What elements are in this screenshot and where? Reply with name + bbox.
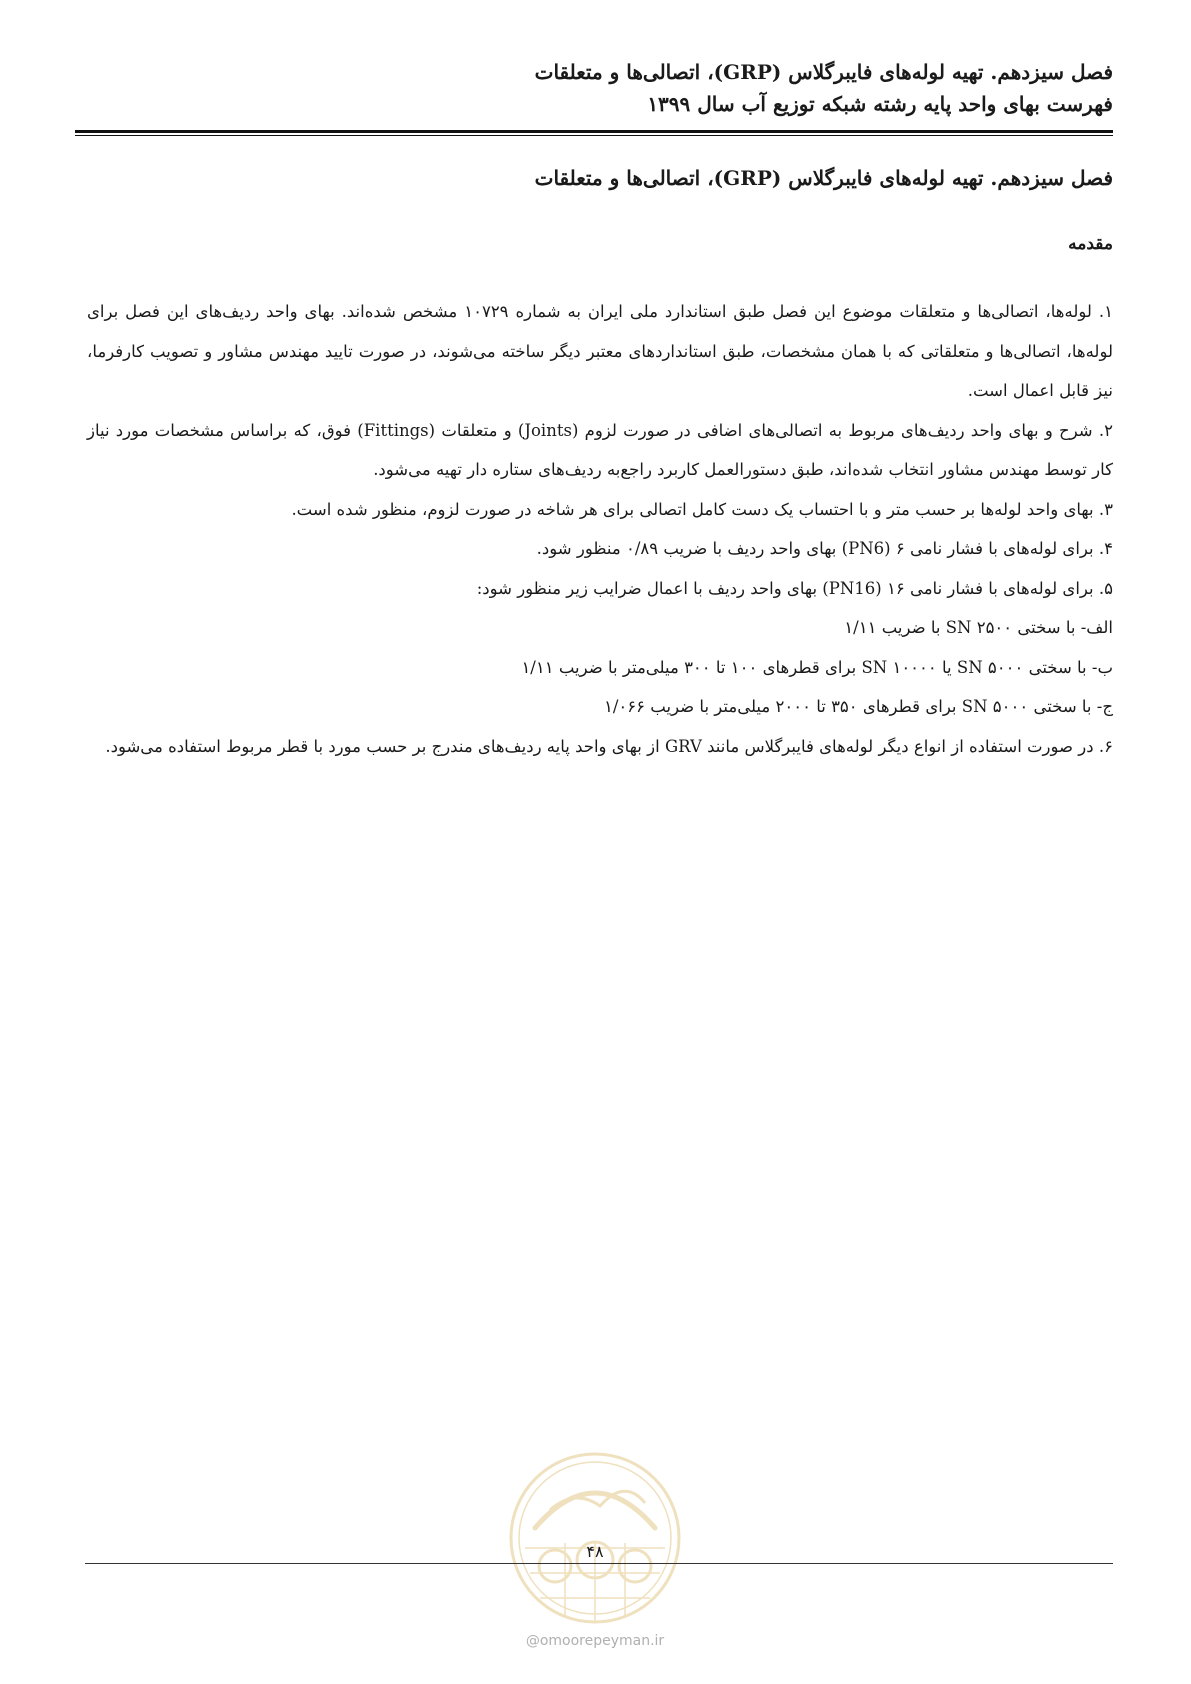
section-title: فصل سیزدهم. تهیه لوله‌های فایبرگلاس (GRP)، اتصالی‌ها و متعلقات: [534, 166, 1113, 190]
page-number: ۴۸: [586, 1542, 604, 1561]
running-header-list-title: فهرست بهای واحد پایه رشته شبکه توزیع آب سال ۱۳۹۹: [647, 92, 1113, 116]
intro-heading: مقدمه: [1068, 234, 1113, 254]
paragraph-5c: ج- با سختی SN ۵۰۰۰ برای قطرهای ۳۵۰ تا ۲۰۰۰ میلی‌متر با ضریب ۱/۰۶۶: [604, 697, 1113, 716]
paragraph-6: ۶. در صورت استفاده از انواع دیگر لوله‌های فایبرگلاس مانند GRV از بهای واحد پایه ردیف‌های مندرج بر حسب مورد با قطر مربوط استفاده می‌شود.: [105, 736, 1113, 756]
paragraph-5: ۵. برای لوله‌های با فشار نامی ۱۶ (PN16) بهای واحد ردیف با اعمال ضرایب زیر منظور شود:: [476, 578, 1113, 598]
paragraph-5a: الف- با سختی SN ۲۵۰۰ با ضریب ۱/۱۱: [844, 618, 1113, 637]
paragraph-4: ۴. برای لوله‌های با فشار نامی ۶ (PN6) بهای واحد ردیف با ضریب ۰/۸۹ منظور شود.: [536, 539, 1113, 558]
footer-rule: [85, 1563, 1113, 1564]
footer-site-watermark: @omoorepeyman.ir: [525, 1633, 665, 1649]
paragraph-1: ۱. لوله‌ها، اتصالی‌ها و متعلقات موضوع این فصل طبق استاندارد ملی ایران به شماره ۱۰۷۲۹ مشخص شده‌اند. بهای واحد ردیف‌های این فصل برای لوله‌ها، اتصالی‌ها و متعلقاتی که با همان مشخصات، طبق استانداردهای معتبر دیگر ساخته می‌شوند، در صورت تایید مهندس مشاور و تصویب کارفرما، نیز قابل اعمال است.: [87, 302, 1113, 400]
header-rule-thick: [75, 130, 1113, 133]
watermark-seal-icon: [505, 1448, 685, 1628]
body-text: [87, 292, 1113, 766]
paragraph-3: ۳. بهای واحد لوله‌ها بر حسب متر و با احتساب یک دست کامل اتصالی برای هر شاخه در صورت لزوم، منظور شده است.: [291, 499, 1113, 519]
paragraph-5b: ب- با سختی SN ۵۰۰۰ یا SN ۱۰۰۰۰ برای قطرهای ۱۰۰ تا ۳۰۰ میلی‌متر با ضریب ۱/۱۱: [521, 657, 1113, 677]
header-rule-thin: [75, 135, 1113, 136]
running-header-chapter: فصل سیزدهم. تهیه لوله‌های فایبرگلاس (GRP)، اتصالی‌ها و متعلقات: [534, 60, 1113, 84]
paragraph-2: ۲. شرح و بهای واحد ردیف‌های مربوط به اتصالی‌های اضافی در صورت لزوم (Joints) و متعلقات (Fittings) فوق، که براساس مشخصات مورد نیاز کار توسط مهندس مشاور انتخاب شده‌اند، طبق دستورالعمل کاربرد راجع‌به ردیف‌های ستاره دار تهیه می‌شود.: [87, 420, 1113, 479]
running-header: [75, 56, 1113, 120]
